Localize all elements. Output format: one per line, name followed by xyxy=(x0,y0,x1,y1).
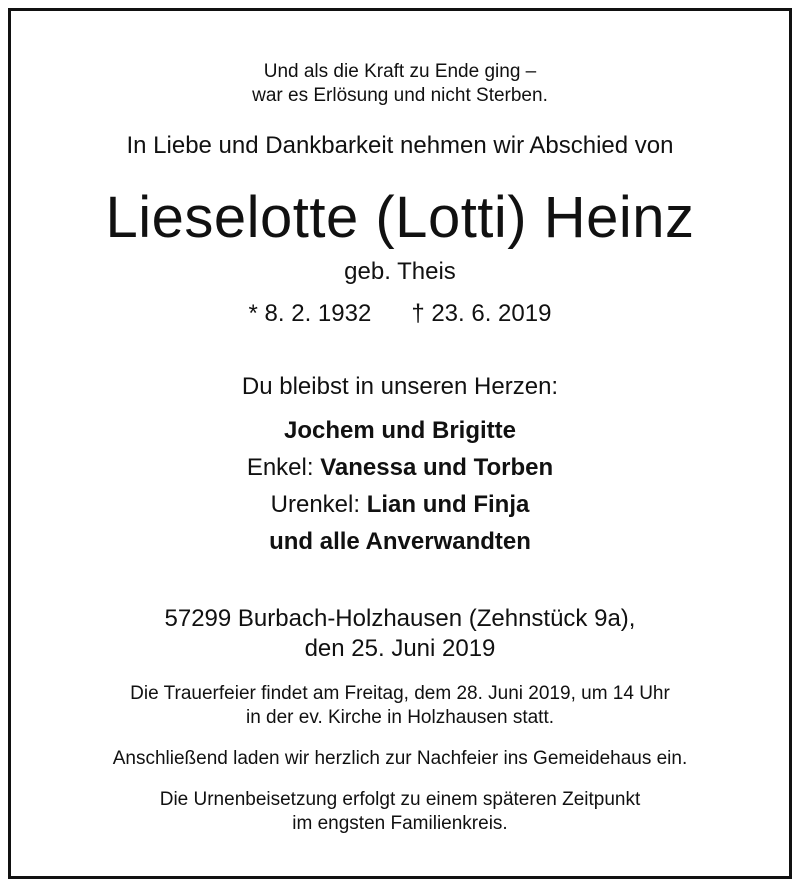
burial-line-2: im engsten Familienkreis. xyxy=(292,813,508,834)
birth-date: * 8. 2. 1932 xyxy=(248,300,372,327)
life-dates xyxy=(0,299,800,329)
funeral-line-2: in der ev. Kirche in Holzhausen statt. xyxy=(245,707,555,728)
burial-line-1: Die Urnenbeisetzung erfolgt zu einem späteren Zeitpunkt xyxy=(159,789,641,810)
mourners-grandchildren-line xyxy=(0,453,800,483)
grandchildren-label: Enkel: xyxy=(246,454,314,481)
great-grandchildren-names: Lian und Finja xyxy=(366,491,530,518)
place-line-2: den 25. Juni 2019 xyxy=(304,635,496,662)
motto-line-1: Und als die Kraft zu Ende ging – xyxy=(263,61,537,82)
death-date: † 23. 6. 2019 xyxy=(411,300,552,327)
mourners-children: Jochem und Brigitte xyxy=(283,417,517,444)
birth-name: geb. Theis xyxy=(344,258,456,285)
reception-text: Anschließend laden wir herzlich zur Nachfeier ins Gemeidehaus ein. xyxy=(112,748,688,769)
grandchildren-names: Vanessa und Torben xyxy=(320,454,554,481)
great-grandchildren-label: Urenkel: xyxy=(270,491,361,518)
intro-text: In Liebe und Dankbarkeit nehmen wir Abschied von xyxy=(126,132,674,159)
funeral-line-1: Die Trauerfeier findet am Freitag, dem 28. Juni 2019, um 14 Uhr xyxy=(130,683,670,704)
mourners-great-grandchildren-line xyxy=(0,490,800,520)
deceased-name: Lieselotte (Lotti) Heinz xyxy=(105,185,695,250)
mourners-relatives: und alle Anverwandten xyxy=(269,528,531,555)
place-line-1: 57299 Burbach-Holzhausen (Zehnstück 9a), xyxy=(164,605,636,632)
mourners-heading: Du bleibst in unseren Herzen: xyxy=(241,373,559,400)
motto-line-2: war es Erlösung und nicht Sterben. xyxy=(252,85,548,106)
